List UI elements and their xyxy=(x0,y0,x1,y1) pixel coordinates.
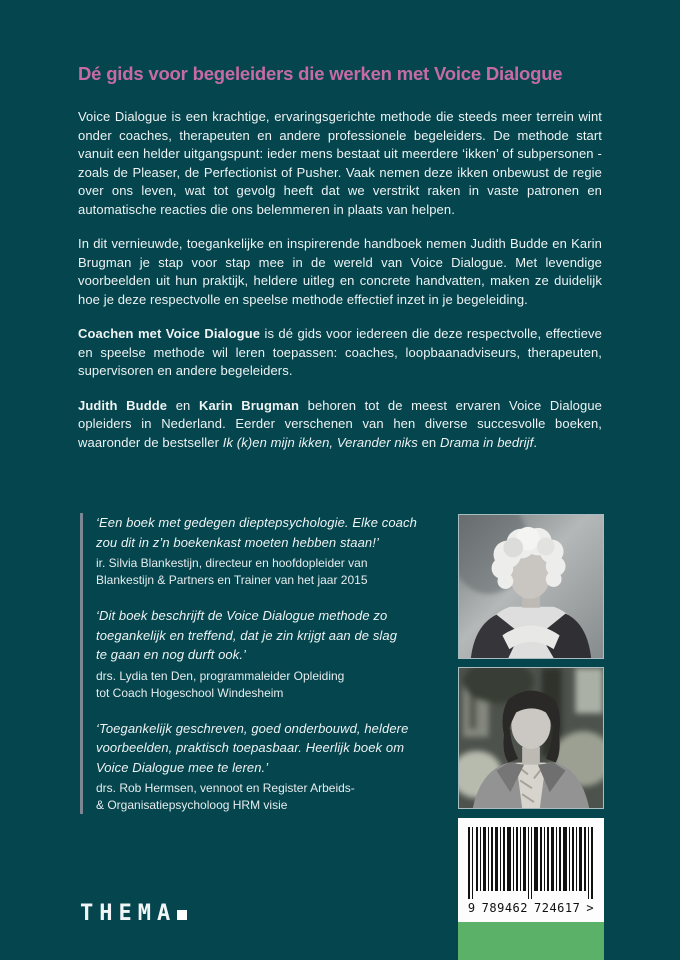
isbn-group-1: 9 xyxy=(467,901,476,915)
quote-text-line: zou dit in z’n boekenkast moeten hebben staan!’ xyxy=(96,534,379,550)
attribution-line: tot Coach Hogeschool Windesheim xyxy=(96,685,284,700)
attribution-line: Blankestijn & Partners en Trainer van het jaar 2015 xyxy=(96,573,368,587)
quote-text-line: te gaan en nog durft ook.’ xyxy=(96,647,247,662)
author-photo-1 xyxy=(458,514,604,659)
description-paragraph-2: In dit vernieuwde, toegankelijke en inspirerende handboek nemen Judith Budde en Karin Brugman je stap voor stap mee in de wereld van Voice Dialogue. Met levendige voorbeelden uit hun praktijk, heldere uitleg en concrete handvatten, maken ze duidelijk hoe je deze respectvolle en speelse methode effectief inzet in je begeleiding. xyxy=(78,236,602,307)
quote-attribution xyxy=(96,780,442,814)
tagline: Dé gids voor begeleiders die werken met Voice Dialogue xyxy=(78,63,563,84)
isbn-group-2: 789462 xyxy=(481,901,528,915)
portrait-illustration-1 xyxy=(459,515,603,658)
isbn-group-3: 724617 xyxy=(534,901,581,915)
description-paragraph-1: Voice Dialogue is een krachtige, ervaringsgerichte methode die steeds meer terrein wint onder coaches, therapeuten en andere professionele begeleiders. De methode start vanuit een helder uitgangspunt: ieder mens bestaat uit meerdere ‘ikken’ of subpersonen - zoals de Pleaser, de Perfectionist of Pusher. Vaak nemen deze ikken onbewust de regie over ons leven, wat tot gevolg heeft dat we verstrikt raken in vaste patronen en automatische reacties die ons belemmeren in plaats van helpen. xyxy=(78,109,602,217)
attribution-line: drs. Rob Hermsen, vennoot en Register Arbeids- xyxy=(96,781,355,795)
publisher-logo-dot xyxy=(177,910,187,920)
quote-block-2 xyxy=(96,606,442,702)
testimonials-section xyxy=(80,513,442,814)
attribution-line: drs. Lydia ten Den, programmaleider Opleiding xyxy=(96,668,345,683)
quote-attribution xyxy=(96,668,442,702)
barcode-green-block xyxy=(458,922,604,960)
portrait-illustration-2 xyxy=(459,668,603,808)
quote-block-3 xyxy=(96,719,442,815)
attribution-line: ir. Silvia Blankestijn, directeur en hoofdopleider van xyxy=(96,556,368,570)
publisher-logo-text: THEMA xyxy=(80,901,177,926)
author-photo-2 xyxy=(458,667,604,809)
barcode-bars-graphic xyxy=(468,827,594,899)
quote-block-1 xyxy=(96,513,442,589)
barcode-digits xyxy=(468,901,594,915)
quote-text-line: ‘Een boek met gedegen dieptepsychologie. Elke coach xyxy=(96,515,417,530)
right-column xyxy=(458,514,604,960)
quote-text-line: toegankelijk en treffend, dat je zin krijgt aan de slag xyxy=(96,627,398,643)
quote-text-line: Voice Dialogue mee te leren.’ xyxy=(96,759,269,775)
authors-paragraph: Judith Budde en Karin Brugman behoren tot de meest ervaren Voice Dialogue opleiders in Nederland. Eerder verschenen van hen diverse succesvolle boeken, waaronder de bestseller Ik (k)en mijn ikken, Verander niks en Drama in bedrijf. xyxy=(78,397,603,450)
attribution-line: & Organisatiepsycholoog HRM visie xyxy=(96,798,288,812)
description-paragraph-3: Coachen met Voice Dialogue is dé gids voor iedereen die deze respectvolle, effectieve en speelse methode wil leren toepassen: coaches, loopbaanadviseurs, therapeuten, supervisoren en andere begeleiders. xyxy=(78,326,602,378)
publisher-logo xyxy=(80,901,187,926)
barcode-suffix: > xyxy=(586,901,595,915)
quote-text-line: ‘Toegankelijk geschreven, goed onderbouwd, heldere xyxy=(96,720,409,736)
isbn-barcode xyxy=(458,818,604,922)
quote-attribution xyxy=(96,555,442,589)
quote-text-line: ‘Dit boek beschrijft de Voice Dialogue methode zo xyxy=(96,608,388,623)
book-description-section xyxy=(78,0,602,468)
quote-text-line: voorbeelden, praktisch toepasbaar. Heerlijk boek om xyxy=(96,740,405,755)
